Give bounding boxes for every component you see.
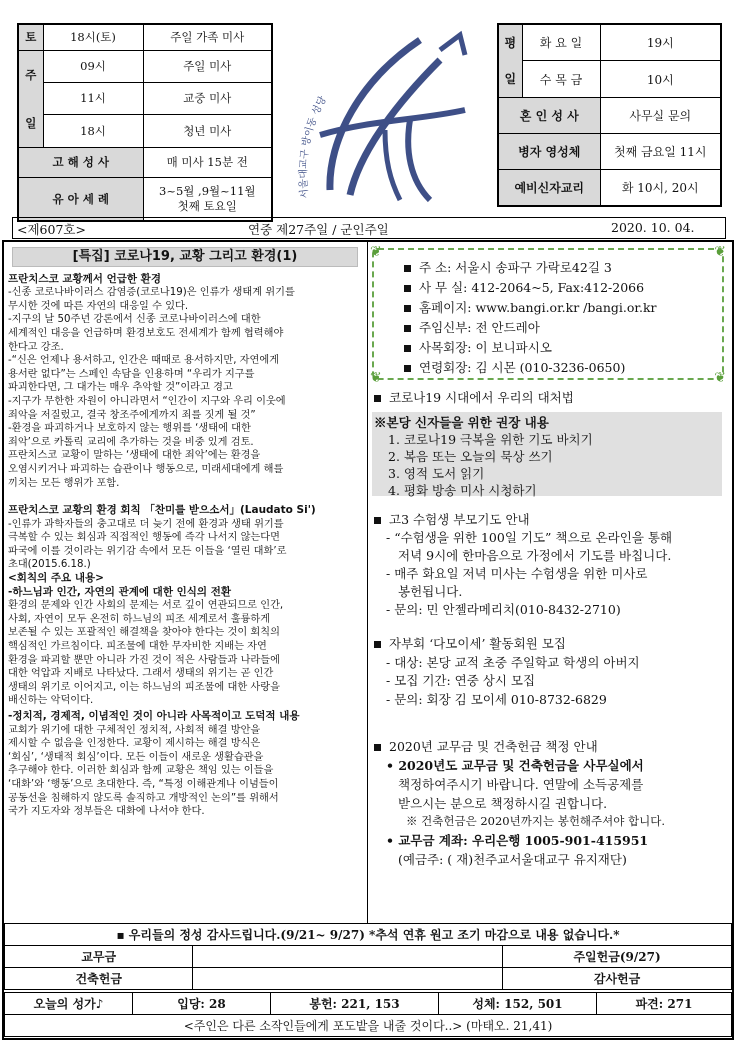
mass-name: 청년 미사 — [143, 115, 272, 147]
confession-label: 고 해 성 사 — [18, 147, 143, 177]
bullet-square-icon — [404, 305, 411, 312]
mass-time: 09시 — [43, 50, 143, 82]
liturgical-week: 연중 제27주일 / 군인주일 — [248, 222, 389, 237]
feature-article — [8, 247, 362, 819]
tithe-value — [193, 946, 503, 968]
article-line: 사회, 자연이 모두 온전히 하느님의 피조 세계로서 훌륭하게 — [8, 613, 271, 625]
section-body — [8, 518, 362, 572]
hymn-communion: 성체: 152, 501 — [439, 993, 597, 1015]
article-line: -지구의 날 50주년 강론에서 신종 코로나바이러스에 대한 — [8, 314, 261, 326]
feature-title: [특집] 코로나19, 교황 그리고 환경(1) — [12, 247, 358, 267]
vine-ornament-icon: ❦ — [370, 244, 382, 260]
subsection-title: -정치적, 경제적, 이념적인 것이 아니라 사목적이고 도덕적 내용 — [8, 710, 300, 722]
article-line: 파괴한다면, 그 대가는 매우 추악할 것”이라고 경고 — [8, 382, 233, 394]
notice-offering-title: 2020년 교무금 및 건축헌금 책정 안내 — [374, 737, 598, 755]
sunday-label: 주 일 — [18, 50, 43, 147]
column-divider — [367, 240, 368, 923]
logo-text: 서울대교구 방이동 성당 — [298, 94, 329, 199]
article-line: 죄악’으로 카톨릭 교리에 추가하는 것을 비중 있게 검토. — [8, 436, 254, 448]
article-line: 생태의 위기로 이어지고, 이는 하느님의 피조물에 대한 사랑을 — [8, 681, 280, 693]
weekday-days: 화 요 일 — [522, 24, 600, 61]
article-line: 환경의 문제와 인간 사회의 문제는 서로 깊이 연관되므로 인간, — [8, 600, 284, 612]
weekday-label: 평 일 — [498, 24, 522, 98]
bullet-square-icon — [404, 325, 411, 332]
parish-address: 주 소: 서울시 송파구 가락로42길 3 — [404, 258, 612, 276]
sick-communion-value: 첫째 금요일 11시 — [600, 134, 721, 170]
exam-line: 봉헌됩니다. — [398, 584, 463, 599]
tithe-label: 교무금 — [5, 946, 193, 968]
article-line: -환경을 파괴하거나 보호하지 않는 행위를 ‘생태에 대한 — [8, 423, 251, 435]
mass-time: 18시(토) — [43, 24, 143, 50]
father-line: - 대상: 본당 교적 초중 주일학교 학생의 아버지 — [386, 655, 640, 670]
article-line: 끼치는 모든 행위가 포함. — [8, 477, 120, 489]
sunday-offering-label: 주일헌금(9/27) — [503, 946, 732, 968]
offering-line: • 교무금 계좌: 우리은행 1005-901-415951 — [386, 833, 649, 848]
article-line: 배신하는 악덕이다. — [8, 695, 94, 707]
saturday-label: 토 — [18, 24, 43, 50]
article-line: 오염시키거나 파괴하는 습관이나 행동으로, 미래세대에게 해를 — [8, 463, 284, 475]
mass-name: 주일 미사 — [143, 50, 272, 82]
recommendation-item: 2. 복음 또는 오늘의 묵상 쓰기 — [388, 449, 553, 464]
section-body — [8, 286, 362, 490]
parish-pastor: 주임신부: 전 안드레아 — [404, 318, 540, 336]
baptism-label: 유 아 세 례 — [18, 177, 143, 221]
section-title: 프란치스코 교황께서 언급한 환경 — [8, 272, 161, 285]
baptism-months: 3~5월 ,9월~11월 — [159, 183, 256, 198]
hymn-recessional: 파견: 271 — [597, 993, 732, 1015]
building-fund-value — [193, 968, 503, 990]
article-line: 국가 지도자와 정부들은 대화에 나서야 한다. — [8, 806, 205, 818]
recommendation-title: ※본당 신자들을 위한 권장 내용 — [374, 415, 549, 430]
article-line: 무시한 것에 따른 자연의 대응일 수 있다. — [8, 300, 189, 312]
offering-line: (예금주: ( 재)천주교서울대교구 유지재단) — [398, 852, 627, 867]
exam-line: - 문의: 민 안젤라메리치(010-8432-2710) — [386, 602, 621, 617]
article-line: 제시할 수 없음을 인정한다. 교황이 제시하는 해결 방식은 — [8, 738, 261, 750]
bullet-square-icon — [374, 744, 381, 751]
marriage-label: 혼 인 성 사 — [498, 98, 600, 134]
catechumen-value: 화 10시, 20시 — [600, 170, 721, 206]
article-line: 파국에 이를 것이라는 위기감 속에서 모든 이들을 ‘열린 대화’로 — [8, 545, 287, 557]
article-line: -지구가 무한한 자원이 아니라면서 “인간이 지구와 우리 이웃에 — [8, 395, 286, 407]
article-line: ‘회심’, ‘생태적 회심’이다. 모든 이들이 새로운 생활습관을 — [8, 751, 264, 763]
mass-schedule-table — [17, 23, 273, 222]
baptism-day: 첫째 토요일 — [177, 198, 237, 213]
subsection-title: -하느님과 인간, 자연의 관계에 대한 인식의 전환 — [8, 585, 231, 598]
hymn-table — [4, 992, 732, 1037]
father-line: - 모집 기간: 연중 상시 모집 — [386, 673, 536, 688]
confession-value: 매 미사 15분 전 — [143, 147, 272, 177]
bullet-square-icon — [374, 641, 381, 648]
article-line: 세계적인 대응을 언급하며 환경보호도 전세계가 함께 협력해야 — [8, 327, 284, 339]
baptism-value — [143, 177, 272, 221]
parish-info-box — [370, 244, 726, 386]
article-line: 죄악을 저질렀고, 결국 창조주에게까지 죄를 짓게 될 것” — [8, 409, 256, 421]
offering-line: • 2020년도 교무금 및 건축헌금을 사무실에서 — [386, 758, 644, 773]
article-line: -“신은 언제나 용서하고, 인간은 때때로 용서하지만, 자연에게 — [8, 355, 280, 367]
recommendation-item: 4. 평화 방송 미사 시청하기 — [388, 483, 537, 498]
vine-ornament-icon: ❦ — [370, 370, 382, 386]
exam-line: - 매주 화요일 저녁 미사는 수험생을 위한 미사로 — [386, 566, 648, 581]
vine-ornament-icon: ❦ — [714, 370, 726, 386]
issue-info-bar — [12, 217, 726, 239]
article-line: 교회가 위기에 대한 구체적인 정치적, 사회적 해결 방안을 — [8, 724, 261, 736]
section-body — [8, 599, 362, 708]
weekday-time: 10시 — [600, 61, 721, 98]
recommendation-item: 3. 영적 도서 읽기 — [388, 466, 485, 481]
article-line: 한다고 강조. — [8, 341, 64, 353]
article-line: 극복할 수 있는 회심과 직접적인 행동에 즉각 나서지 않는다면 — [8, 532, 280, 544]
article-line: 용서란 없다”는 스페인 속담을 인용하며 “우리가 지구를 — [8, 368, 255, 380]
mass-time: 18시 — [43, 115, 143, 147]
building-fund-label: 건축헌금 — [5, 968, 193, 990]
article-line: 환경을 파괴할 뿐만 아니라 가진 것이 적은 사람들과 나라들에 — [8, 654, 280, 666]
gospel-verse: <주인은 다른 소작인들에게 포도밭을 내줄 것이다..> (마태오. 21,41) — [5, 1015, 732, 1037]
section-title: <회칙의 주요 내용> — [8, 572, 104, 585]
article-line: 추구해야 한다. 이러한 회심과 함께 교황은 책임 있는 이들을 — [8, 765, 274, 777]
parish-secretary: 사목회장: 이 보니파시오 — [404, 338, 552, 356]
article-line: ‘대화’와 ‘행동’으로 초대한다. 즉, “특정 이해관계나 이념들이 — [8, 778, 279, 790]
svg-text:서울대교구 방이동 성당 — [296, 93, 329, 199]
article-line: 초대(2015.6.18.) — [8, 559, 91, 571]
parish-homepage[interactable]: 홈페이지: www.bangi.or.kr /bangi.or.kr — [404, 298, 657, 316]
offering-line: 받으시는 분으로 책정하시길 권합니다. — [398, 796, 608, 811]
article-line: 프란치스코 교황이 말하는 ‘생태에 대한 죄악’에는 환경을 — [8, 450, 261, 462]
thanks-offering-label: 감사헌금 — [503, 968, 732, 990]
issue-date: 2020. 10. 04. — [611, 220, 695, 235]
weekday-table — [497, 23, 722, 207]
exam-line: - “수험생을 위한 100일 기도” 책으로 온라인을 통해 — [386, 530, 673, 545]
parish-logo — [290, 20, 480, 212]
article-line: 대한 억압과 지배로 나타났다. 그래서 생태의 위기는 곧 인간 — [8, 668, 274, 680]
article-line: 공동선을 침해하지 않도록 솔직하고 개방적인 논의”를 위해서 — [8, 792, 279, 804]
vine-ornament-icon: ❦ — [714, 244, 726, 260]
mass-name: 교중 미사 — [143, 82, 272, 114]
catechumen-label: 예비신자교리 — [498, 170, 600, 206]
mass-time: 11시 — [43, 82, 143, 114]
notice-father-title: 자부회 ‘다모이세’ 활동회원 모집 — [374, 634, 566, 652]
mass-name: 주일 가족 미사 — [143, 24, 272, 50]
article-line: 보존될 수 있는 포괄적인 해결책을 찾아야 한다는 것이 회칙의 — [8, 627, 280, 639]
bullet-square-icon — [404, 265, 411, 272]
weekday-days: 수 목 금 — [522, 61, 600, 98]
hymn-offertory: 봉헌: 221, 153 — [271, 993, 439, 1015]
section-body — [8, 724, 362, 819]
issue-number: <제607호> — [17, 222, 86, 237]
hymn-label: 오늘의 성가♪ — [5, 993, 133, 1015]
hymn-entrance: 입당: 28 — [133, 993, 271, 1015]
offering-table — [4, 923, 732, 990]
bullet-square-icon — [404, 285, 411, 292]
offering-line: 책정하여주시기 바랍니다. 연말에 소득공제를 — [398, 777, 644, 792]
bullet-square-icon — [404, 365, 411, 372]
article-line: -신종 코로나바이러스 감염증(코로나19)은 인류가 생태계 위기를 — [8, 287, 295, 299]
article-line: 핵심적인 가르침이다. 피조물에 대한 무자비한 지배는 자연 — [8, 641, 267, 653]
section-title: 프란치스코 교황의 환경 회칙 「찬미를 받으소서」(Laudato Si') — [8, 504, 316, 517]
parish-association: 연령회장: 김 시몬 (010-3236-0650) — [404, 358, 625, 376]
thanks-banner: ▪ 우리들의 정성 감사드립니다.(9/21~ 9/27) *추석 연휴 원고 조기 마감으로 내용 없습니다.* — [5, 924, 732, 946]
exam-line: 저녁 9시에 한마음으로 가정에서 기도를 바칩니다. — [398, 548, 672, 563]
recommendation-item: 1. 코로나19 극복을 위한 기도 바치기 — [388, 432, 593, 447]
article-line: -인류가 과학자들의 충고대로 더 늦기 전에 환경과 생태 위기를 — [8, 518, 284, 530]
parish-phone: 사 무 실: 412-2064~5, Fax:412-2066 — [404, 278, 644, 296]
sick-communion-label: 병자 영성체 — [498, 134, 600, 170]
notice-covid-title: 코로나19 시대에서 우리의 대처법 — [374, 388, 574, 406]
father-line: - 문의: 회장 김 모이세 010-8732-6829 — [386, 692, 607, 707]
offering-line: ※ 건축헌금은 2020년까지는 봉헌해주셔야 합니다. — [406, 814, 666, 828]
bullet-square-icon — [374, 395, 381, 402]
bullet-square-icon — [404, 345, 411, 352]
weekday-time: 19시 — [600, 24, 721, 61]
notice-exam-title: 고3 수험생 부모기도 안내 — [374, 510, 530, 528]
bullet-square-icon — [374, 517, 381, 524]
marriage-value: 사무실 문의 — [600, 98, 721, 134]
